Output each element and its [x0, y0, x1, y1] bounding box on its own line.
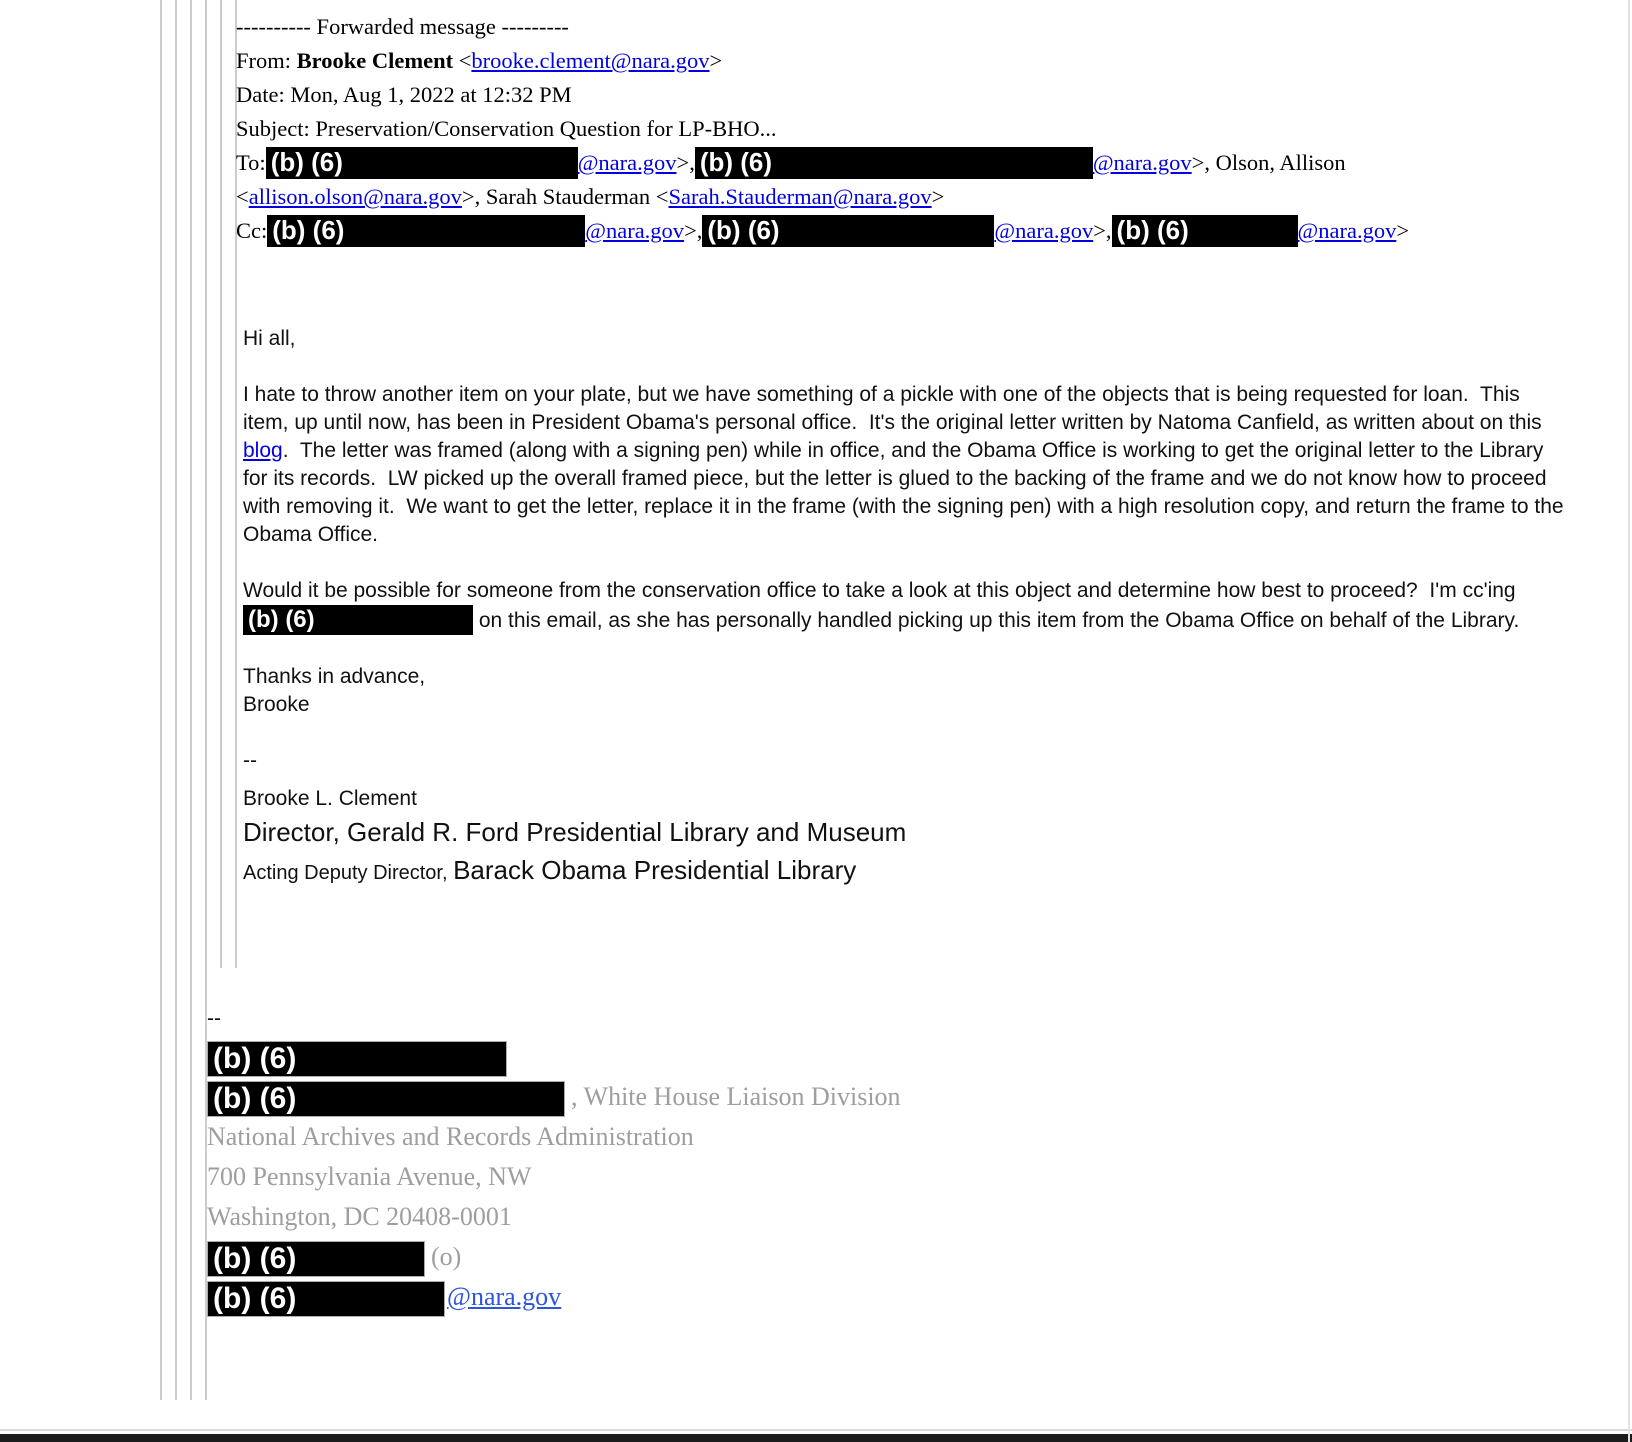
paragraph-1-text-b: . The letter was framed (along with a signing pen) while in office, and the Obama Office is working to get the original letter to the Library for its records. LW picked up the overall framed piece, but the letter is glued to the backing of the frame and we do not know how to proceed with removing it. We want to get the letter, replace it in the frame (with the signing pen) with a high resolution copy, and return the frame to the Obama Office. [243, 439, 1570, 546]
paragraph-1-text-a: I hate to throw another item on your plate, but we have something of a pickle with one of the objects that is being requested for loan. This item, up until now, has been in President Obama's personal office. It's the original letter written by Natoma Canfield, as written about on this [243, 383, 1548, 434]
subject-text: Subject: Preservation/Conservation Question for LP-BHO... [236, 116, 777, 141]
greeting [243, 325, 1565, 353]
from-name: Brooke Clement [296, 48, 454, 73]
signature-title-2 [243, 853, 1565, 890]
outer-sig-line-3 [207, 1117, 1507, 1157]
subject-line [236, 112, 1570, 146]
to-email2-domain-link[interactable]: @nara.gov [1092, 150, 1192, 175]
cc-email1-domain-link[interactable]: @nara.gov [585, 218, 685, 243]
redaction-b6: (b) (6) [243, 605, 473, 635]
paragraph-2 [243, 577, 1565, 635]
cc-sep3: > [1396, 218, 1410, 243]
bottom-bar [0, 1434, 1632, 1442]
signature-divider [243, 747, 1565, 775]
to-sep4: > [931, 184, 945, 209]
redaction-b6: (b) (6) [266, 147, 578, 179]
cc-sep2: >, [1093, 218, 1112, 243]
outer-sig-line-2 [207, 1077, 1507, 1117]
from-open-bracket: < [453, 48, 472, 73]
from-line [236, 44, 1570, 78]
paragraph-2-text-b: on this email, as she has personally handled picking up this item from the Obama Office on behalf of the Library. [473, 609, 1520, 632]
closing-thanks: Thanks in advance, [243, 665, 426, 688]
signature-title-2-prefix: Acting Deputy Director, [243, 862, 454, 884]
to-line [236, 146, 1570, 214]
greeting-text: Hi all, [243, 327, 296, 350]
to-email4-link[interactable]: Sarah.Stauderman@nara.gov [668, 184, 932, 209]
agency-text: National Archives and Records Administration [207, 1122, 694, 1152]
outer-sig-email-domain-link[interactable]: @nara.gov [447, 1282, 562, 1312]
redaction-b6: (b) (6) [702, 215, 994, 247]
outer-sig-line-6 [207, 1237, 1507, 1277]
bottom-divider-line [0, 1429, 1632, 1431]
outer-sig-line-1 [207, 1037, 1507, 1077]
blog-link[interactable]: blog [243, 439, 283, 462]
to-sep2: >, Olson, Allison [1191, 150, 1346, 175]
signature-title-1 [243, 815, 1565, 849]
to-label: To: [236, 150, 266, 175]
to-open-bracket3: < [236, 184, 249, 209]
from-email-link[interactable]: brooke.clement@nara.gov [471, 48, 710, 73]
cc-email3-domain-link[interactable]: @nara.gov [1297, 218, 1397, 243]
to-email3-link[interactable]: allison.olson@nara.gov [248, 184, 462, 209]
forwarded-divider [236, 10, 1570, 44]
forwarded-header [236, 10, 1570, 248]
signature-title-1-text: Director, Gerald R. Ford Presidential Library and Museum [243, 817, 907, 847]
outer-sig-line-5 [207, 1197, 1507, 1237]
from-label: From: [236, 48, 297, 73]
quote-bar [190, 0, 192, 1400]
redaction-b6: (b) (6) [207, 1041, 507, 1077]
signature-divider-text: -- [243, 749, 257, 772]
to-sep3: >, Sarah Stauderman < [461, 184, 669, 209]
to-sep1: >, [676, 150, 695, 175]
signature-title-2-main: Barack Obama Presidential Library [453, 855, 857, 885]
date-line [236, 78, 1570, 112]
signature-name [243, 785, 1565, 813]
closing-name: Brooke [243, 693, 310, 716]
closing [243, 663, 1565, 719]
outer-signature-divider-text: -- [207, 1007, 221, 1030]
window-edge [1628, 0, 1630, 1442]
paragraph-2-text-a: Would it be possible for someone from the conservation office to take a look at this object and determine how best to proceed? I'm cc'ing [243, 579, 1516, 602]
redaction-b6: (b) (6) [1112, 215, 1298, 247]
date-text: Date: Mon, Aug 1, 2022 at 12:32 PM [236, 82, 572, 107]
redaction-b6: (b) (6) [695, 147, 1093, 179]
outer-sig-line-7 [207, 1277, 1507, 1317]
signature-name-text: Brooke L. Clement [243, 787, 417, 810]
cc-email2-domain-link[interactable]: @nara.gov [994, 218, 1094, 243]
cc-sep1: >, [684, 218, 703, 243]
outer-signature-divider [207, 1005, 1507, 1033]
from-close-bracket: > [709, 48, 723, 73]
quote-bar [160, 0, 162, 1400]
redaction-b6: (b) (6) [207, 1281, 445, 1317]
redaction-b6: (b) (6) [207, 1081, 565, 1117]
email-body [243, 325, 1570, 890]
forwarded-divider-text: ---------- Forwarded message --------- [236, 14, 569, 39]
office-phone-label: (o) [431, 1242, 462, 1272]
quote-bar [220, 0, 222, 968]
paragraph-1 [243, 381, 1570, 549]
division-text: , White House Liaison Division [571, 1082, 901, 1112]
redaction-b6: (b) (6) [207, 1241, 425, 1277]
quote-bar [175, 0, 177, 1400]
outer-signature [207, 1005, 1507, 1317]
outer-sig-line-4 [207, 1157, 1507, 1197]
to-email1-domain-link[interactable]: @nara.gov [577, 150, 677, 175]
street-address-text: 700 Pennsylvania Avenue, NW [207, 1162, 532, 1192]
cc-label: Cc: [236, 218, 268, 243]
city-address-text: Washington, DC 20408-0001 [207, 1202, 512, 1232]
cc-line [236, 214, 1570, 248]
redaction-b6: (b) (6) [267, 215, 585, 247]
